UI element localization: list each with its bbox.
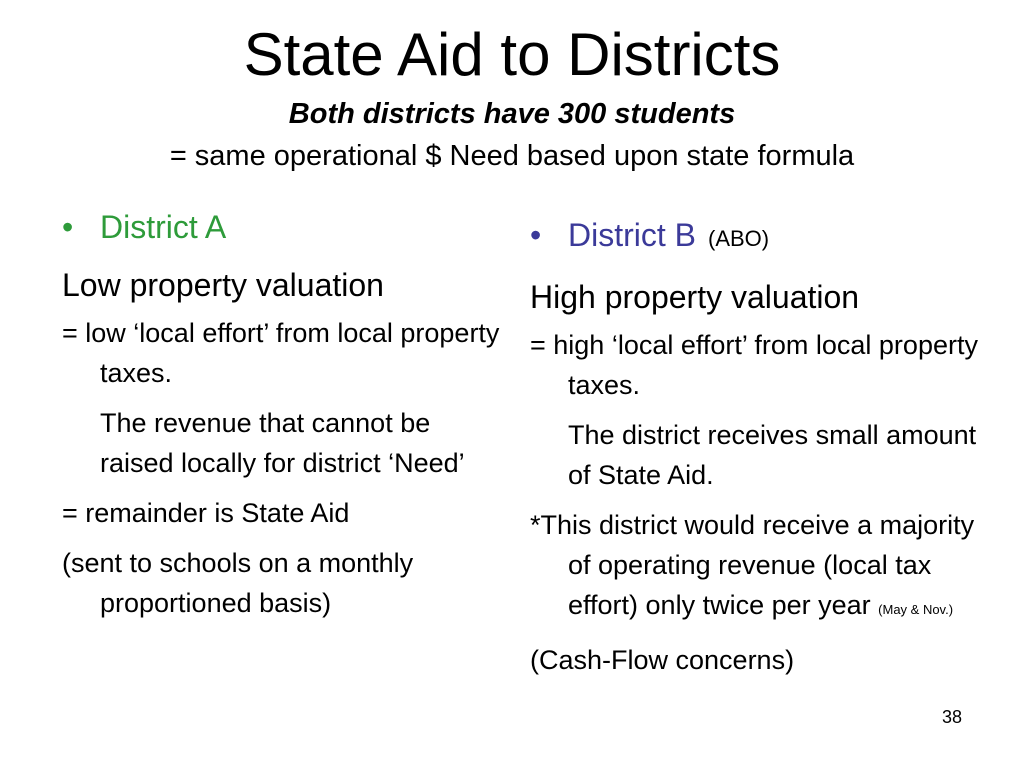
slide-title: State Aid to Districts [243, 21, 781, 88]
district-b-bullet [530, 213, 1000, 261]
slide-subtitle: Both districts have 300 students [288, 98, 736, 130]
district-b-paragraph-2: The district receives small amount of State Aid. [568, 420, 977, 490]
district-a-bullet [62, 205, 502, 249]
district-a-paragraph-4: (sent to schools on a monthly proportioned basis) [62, 548, 414, 618]
slide-subtitle-secondary: = same operational $ Need based upon state formula [169, 140, 855, 172]
district-b-paragraph-3-text: *This district would receive a majority of operating revenue (local tax effort) only twice per year [530, 510, 975, 620]
district-b-label: District B [568, 217, 696, 253]
district-b-paragraph-3-note: (May & Nov.) [878, 602, 954, 617]
district-b-paragraph-4: (Cash-Flow concerns) [530, 645, 795, 675]
page-number: 38 [941, 707, 962, 727]
district-a-heading: Low property valuation [62, 267, 384, 303]
district-b-note: (ABO) [708, 226, 770, 251]
district-a-paragraph-3: = remainder is State Aid [62, 498, 350, 528]
district-a-paragraph-1: = low ‘local effort’ from local property taxes. [62, 318, 500, 388]
district-b-heading: High property valuation [530, 279, 860, 315]
district-a-column [62, 205, 502, 633]
district-a-paragraph-2: The revenue that cannot be raised locally for district ‘Need’ [100, 408, 465, 478]
district-a-label: District A [100, 209, 227, 245]
bullet-dot-icon: • [530, 217, 542, 253]
district-b-paragraph-1: = high ‘local effort’ from local property taxes. [530, 330, 978, 400]
bullet-dot-icon: • [62, 209, 74, 245]
district-b-paragraph-3 [530, 505, 1000, 630]
district-b-column [530, 213, 1000, 690]
